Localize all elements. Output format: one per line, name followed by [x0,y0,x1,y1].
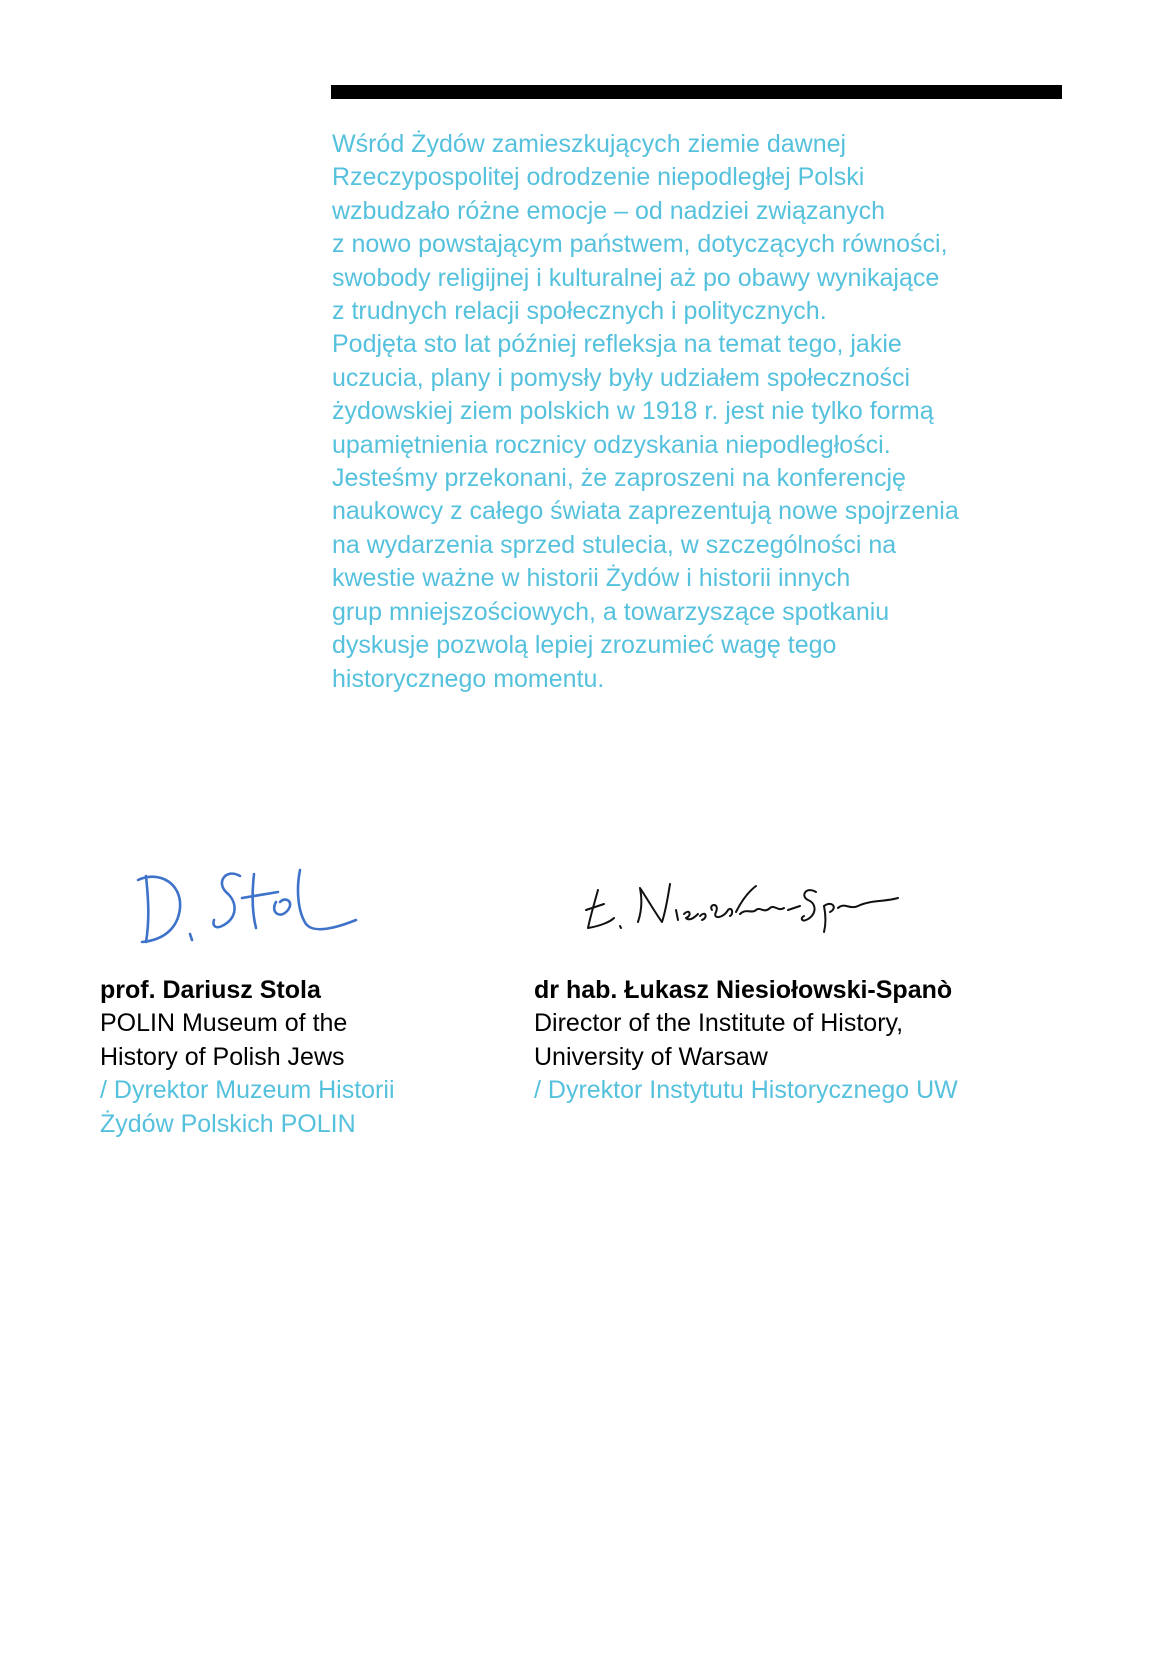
intro-line: na wydarzenia sprzed stulecia, w szczególności na [332,530,897,559]
signatory-role-pl: / Dyrektor Instytutu Historycznego UW [534,1076,958,1105]
signatory-name: dr hab. Łukasz Niesiołowski-Spanò [534,976,953,1004]
intro-line: wzbudzało różne emocje – od nadziei związanych [332,196,886,225]
intro-line: żydowskiej ziem polskich w 1918 r. jest nie tylko formą [332,397,934,426]
intro-line: historycznego momentu. [332,664,605,693]
intro-line: Jesteśmy przekonani, że zaproszeni na konferencję [332,464,906,493]
intro-line: z nowo powstającym państwem, dotyczących równości, [332,230,948,259]
signatory-role-en: History of Polish Jews [100,1042,345,1071]
signatory-role-en: Director of the Institute of History, [534,1009,904,1038]
intro-paragraph [332,128,1092,696]
signature-niesiolowski-spano [580,870,900,940]
intro-line: Podjęta sto lat później refleksja na temat tego, jakie [332,330,902,359]
signatory-role-en: University of Warsaw [534,1042,768,1071]
signatory-stola [100,974,520,1141]
signatory-name: prof. Dariusz Stola [100,976,321,1004]
intro-line: naukowcy z całego świata zaprezentują nowe spojrzenia [332,497,959,526]
intro-line: dyskusje pozwolą lepiej zrozumieć wagę tego [332,631,837,660]
signature-stola [130,862,370,952]
signatory-role-pl: / Dyrektor Muzeum Historii [100,1076,395,1105]
intro-line: Wśród Żydów zamieszkujących ziemie dawnej [332,130,847,158]
top-rule [331,85,1062,99]
intro-line: swobody religijnej i kulturalnej aż po obawy wynikające [332,263,940,292]
intro-line: uczucia, plany i pomysły były udziałem społeczności [332,363,911,392]
intro-line: kwestie ważne w historii Żydów i historii innych [332,564,851,593]
intro-line: Rzeczypospolitej odrodzenie niepodległej Polski [332,163,865,192]
signatory-role-pl: Żydów Polskich POLIN [100,1109,356,1138]
signatory-niesiolowski-spano [534,974,1114,1108]
intro-line: grup mniejszościowych, a towarzyszące spotkaniu [332,597,890,626]
intro-line: upamiętnienia rocznicy odzyskania niepodległości. [332,430,891,459]
intro-line: z trudnych relacji społecznych i politycznych. [332,297,827,326]
signatory-role-en: POLIN Museum of the [100,1009,348,1038]
